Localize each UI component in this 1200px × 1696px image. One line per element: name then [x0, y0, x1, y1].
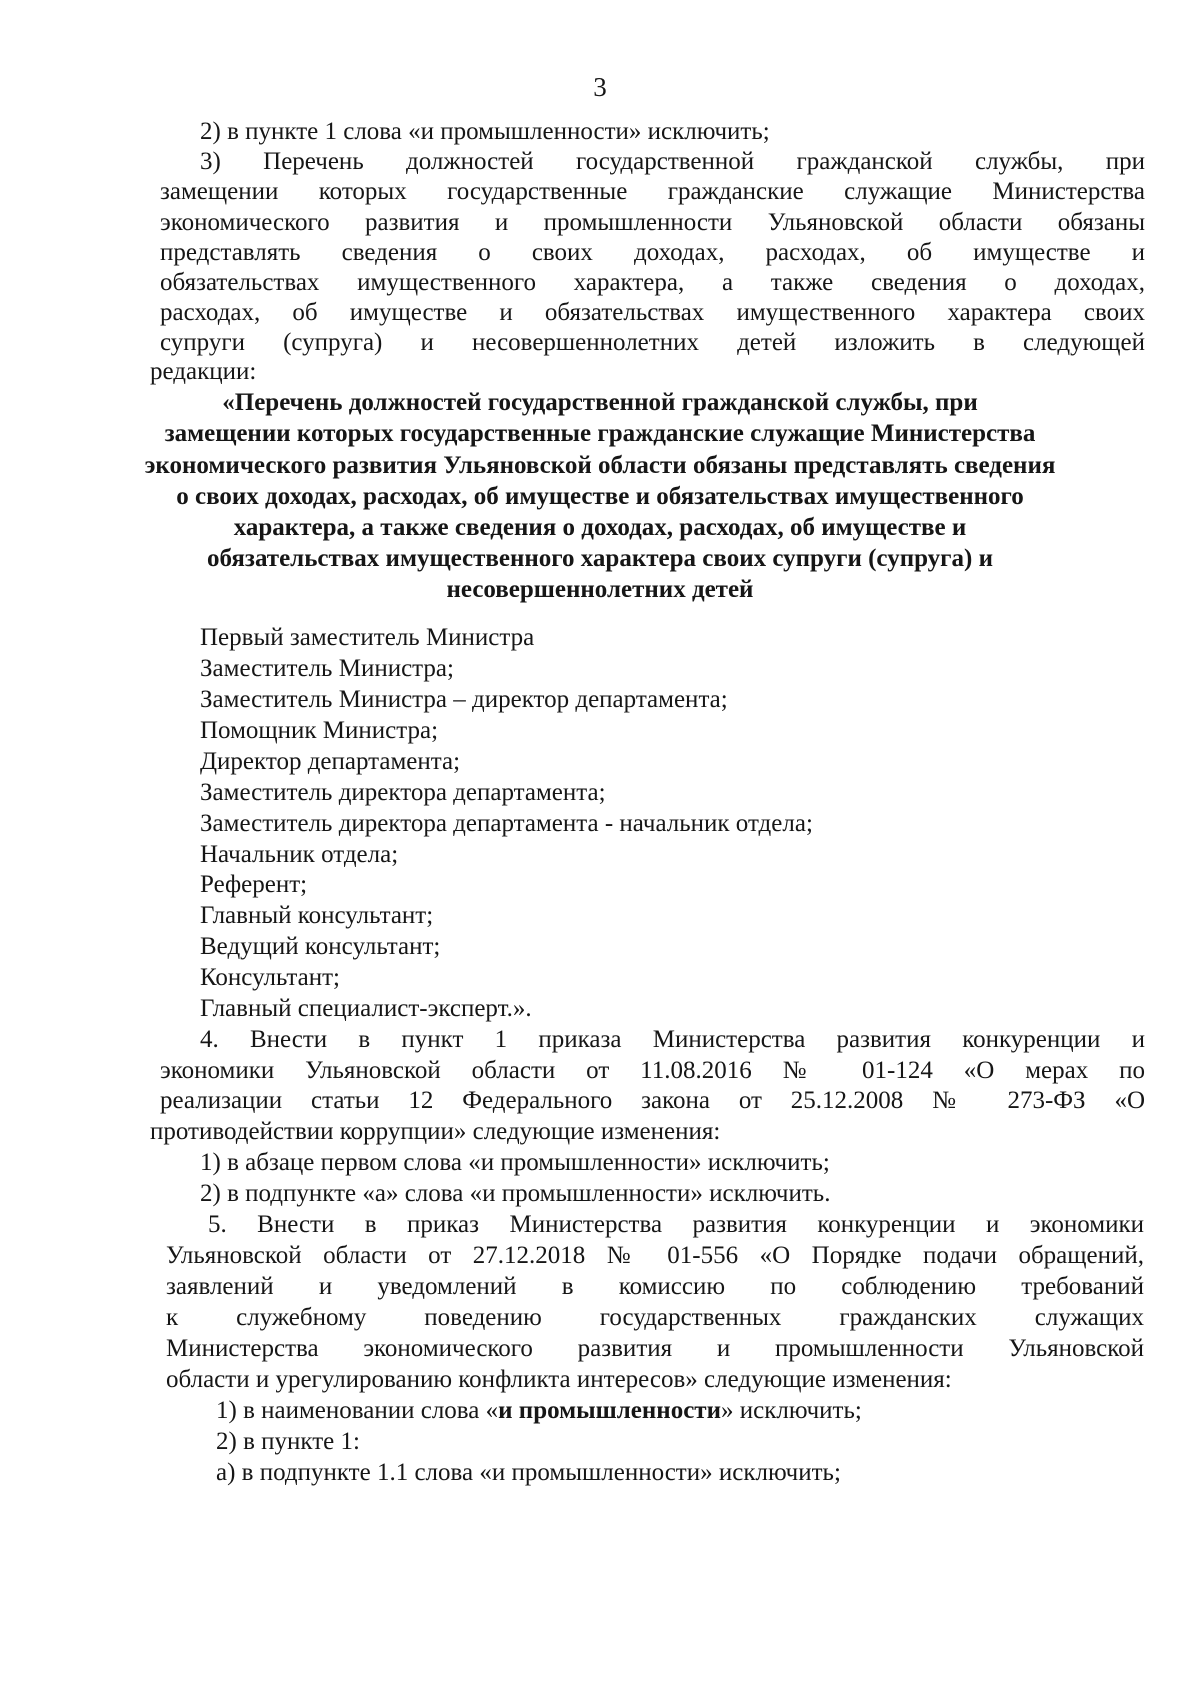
list-title-line: несовершеннолетних детей	[446, 576, 754, 603]
paragraph-item-5-sub: 2) в пункте 1:	[216, 1428, 360, 1455]
paragraph-item-5-line: Ульяновской области от 27.12.2018 № 01-556 «О Порядке подачи обращений,	[166, 1242, 1144, 1269]
list-item: Консультант;	[200, 964, 340, 991]
paragraph-item-5-line: заявлений и уведомлений в комиссию по соблюдению требований	[166, 1273, 1144, 1300]
list-item: Заместитель директора департамента - начальник отдела;	[200, 810, 813, 837]
paragraph-item-4-line: реализации статьи 12 Федерального закона от 25.12.2008 № 273-ФЗ «О	[160, 1087, 1145, 1114]
paragraph-item-3-line: замещении которых государственные гражданские служащие Министерства	[160, 178, 1145, 205]
list-item: Референт;	[200, 871, 308, 898]
paragraph-item-3-line: расходах, об имуществе и обязательствах имущественного характера своих	[160, 299, 1145, 326]
paragraph-item-4-sub: 1) в абзаце первом слова «и промышленности» исключить;	[200, 1149, 830, 1176]
page-number: 3	[593, 72, 607, 102]
list-title-line: замещении которых государственные гражданские служащие Министерства	[164, 420, 1036, 447]
sub-text: 1) в наименовании слова «	[216, 1397, 499, 1424]
list-item: Заместитель директора департамента;	[200, 779, 606, 806]
list-item: Первый заместитель Министра	[200, 624, 535, 651]
list-item: Главный специалист-эксперт.».	[200, 995, 532, 1022]
list-title-line: характера, а также сведения о доходах, расходах, об имуществе и	[233, 514, 967, 541]
list-title-line: «Перечень должностей государственной гражданской службы, при	[222, 389, 978, 416]
paragraph-item-3-line: экономического развития и промышленности Ульяновской области обязаны	[160, 209, 1145, 236]
list-item: Заместитель Министра;	[200, 655, 454, 682]
list-item: Начальник отдела;	[200, 841, 399, 868]
paragraph-item-4-sub: 2) в подпункте «а» слова «и промышленности» исключить.	[200, 1180, 831, 1207]
list-item: Ведущий консультант;	[200, 933, 441, 960]
paragraph-item-5-sub	[216, 1395, 862, 1427]
list-item: Заместитель Министра – директор департамента;	[200, 686, 728, 713]
paragraph-item-3-line: представлять сведения о своих доходах, расходах, об имуществе и	[160, 239, 1145, 266]
paragraph-item-4-line: 4. Внести в пункт 1 приказа Министерства развития конкуренции и	[200, 1026, 1145, 1053]
bold-text: и промышленности	[498, 1397, 721, 1424]
list-title-line: обязательствах имущественного характера своих супруги (супруга) и	[207, 545, 993, 572]
paragraph-item-4-line: противодействии коррупции» следующие изменения:	[150, 1118, 721, 1145]
paragraph-item-4-line: экономики Ульяновской области от 11.08.2016 № 01-124 «О мерах по	[160, 1057, 1145, 1084]
paragraph-item-3-line: редакции:	[150, 358, 257, 385]
list-item: Помощник Министра;	[200, 717, 439, 744]
paragraph-item-3-line: супруги (супруга) и несовершеннолетних детей изложить в следующей	[160, 329, 1145, 356]
list-title-line: экономического развития Ульяновской области обязаны представлять сведения	[144, 452, 1056, 479]
list-title-line: о своих доходах, расходах, об имуществе и обязательствах имущественного	[176, 483, 1024, 510]
paragraph-item-5-line: Министерства экономического развития и промышленности Ульяновской	[166, 1335, 1144, 1362]
paragraph-item-5-line: области и урегулированию конфликта интересов» следующие изменения:	[166, 1366, 952, 1393]
paragraph-item-5-line: 5. Внести в приказ Министерства развития конкуренции и экономики	[208, 1211, 1144, 1238]
sub-text: » исключить;	[721, 1397, 862, 1424]
list-item: Директор департамента;	[200, 748, 461, 775]
paragraph-item-2: 2) в пункте 1 слова «и промышленности» исключить;	[200, 118, 770, 145]
list-item: Главный консультант;	[200, 902, 434, 929]
paragraph-item-3-line: обязательствах имущественного характера, а также сведения о доходах,	[160, 269, 1145, 296]
paragraph-item-5-line: к служебному поведению государственных гражданских служащих	[166, 1304, 1144, 1331]
paragraph-item-3-line: 3) Перечень должностей государственной гражданской службы, при	[200, 148, 1145, 175]
paragraph-item-5-sub: а) в подпункте 1.1 слова «и промышленности» исключить;	[216, 1459, 841, 1486]
